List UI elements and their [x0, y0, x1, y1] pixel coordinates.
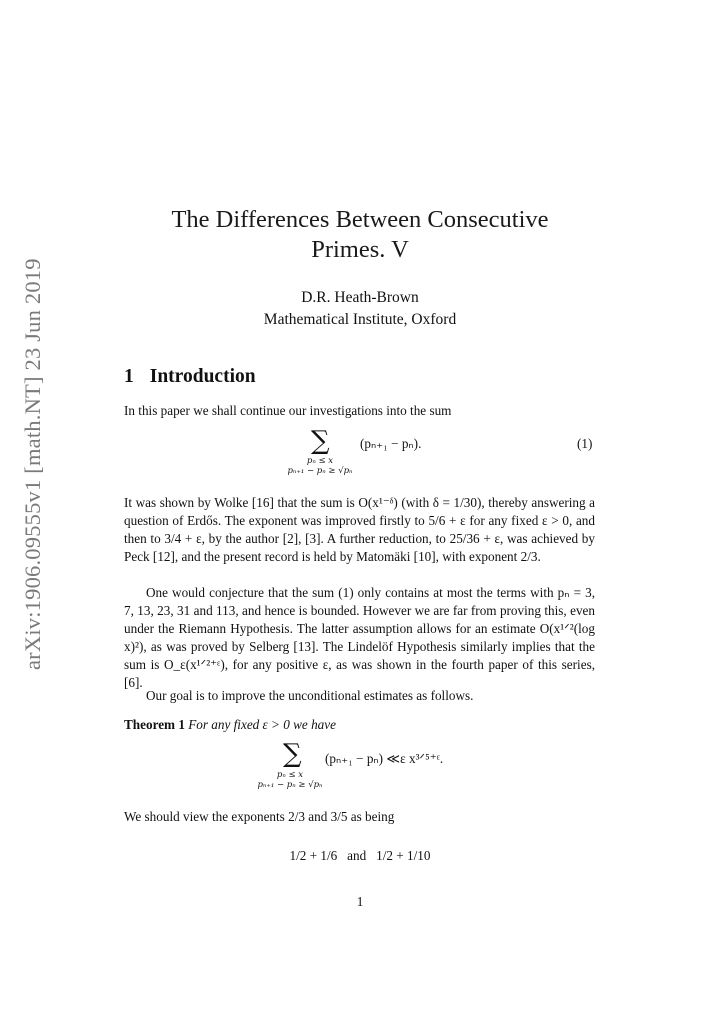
theorem-sum-symbol: ∑: [283, 739, 302, 769]
sum-subscript-top: pₙ ≤ x: [306, 456, 334, 466]
author-block: [120, 287, 600, 331]
page-number: 1: [356, 894, 364, 909]
paragraph-history: It was shown by Wolke [16] that the sum is O(x¹⁻ᵟ) (with δ = 1/30), thereby answering a question of Erdős. The exponent was improved firstly to 5/6 + ε for any fixed ε > 0, and then to 3/4 + ε, by the author [2], [3]. A further reduction, to 25/36 + ε, was achieved by Peck [12], and the present record is held by Matomäki [10], with exponent 2/3.: [124, 495, 595, 564]
equation-1-body: (pₙ₊₁ − pₙ).: [360, 436, 422, 451]
intro-sentence: In this paper we shall continue our investigations into the sum: [124, 403, 452, 418]
author-affiliation: Mathematical Institute, Oxford: [263, 311, 457, 328]
final-equation: 1/2 + 1/6 and 1/2 + 1/10: [289, 848, 431, 863]
sum-subscript-bottom: pₙ₊₁ − pₙ ≥ √pₙ: [287, 466, 353, 476]
title-line-1: The Differences Between Consecutive: [171, 206, 549, 233]
paragraph-goal: Our goal is to improve the unconditional estimates as follows.: [146, 688, 474, 703]
sum-symbol: ∑: [311, 426, 330, 456]
theorem-sum-subscript-bottom: pₙ₊₁ − pₙ ≥ √pₙ: [257, 780, 323, 790]
section-number: 1: [124, 366, 134, 387]
title-line-2: Primes. V: [311, 236, 409, 263]
theorem-1: [124, 716, 595, 734]
paragraph-exponents: We should view the exponents 2/3 and 3/5 as being: [124, 809, 395, 824]
theorem-equation-body: (pₙ₊₁ − pₙ) ≪ε x³ᐟ⁵⁺ᵋ.: [325, 751, 444, 766]
theorem-sum-subscript-top: pₙ ≤ x: [276, 770, 304, 780]
paragraph-conjecture: One would conjecture that the sum (1) only contains at most the terms with pₙ = 3, 7, 13, 23, 31 and 113, and hence is bounded. However we are far from proving this, even under the Riemann Hypothesis. The latter assumption allows for an estimate O(x¹ᐟ²(log x)²), as was proved by Selberg [13]. The Lindelöf Hypothesis similarly implies that the sum is O_ε(x¹ᐟ²⁺ᵋ), for any positive ε, as was shown in the fourth paper of this series, [6].: [124, 585, 595, 690]
section-heading: [124, 366, 256, 388]
section-title: Introduction: [149, 366, 256, 387]
author-name: D.R. Heath-Brown: [301, 289, 419, 306]
arxiv-stamp: arXiv:1906.09555v1 [math.NT] 23 Jun 2019: [20, 258, 45, 670]
theorem-label: Theorem 1: [124, 717, 185, 732]
theorem-statement: For any fixed ε > 0 we have: [188, 717, 336, 732]
paper-title: [120, 205, 600, 265]
equation-1-number: (1): [577, 436, 593, 451]
